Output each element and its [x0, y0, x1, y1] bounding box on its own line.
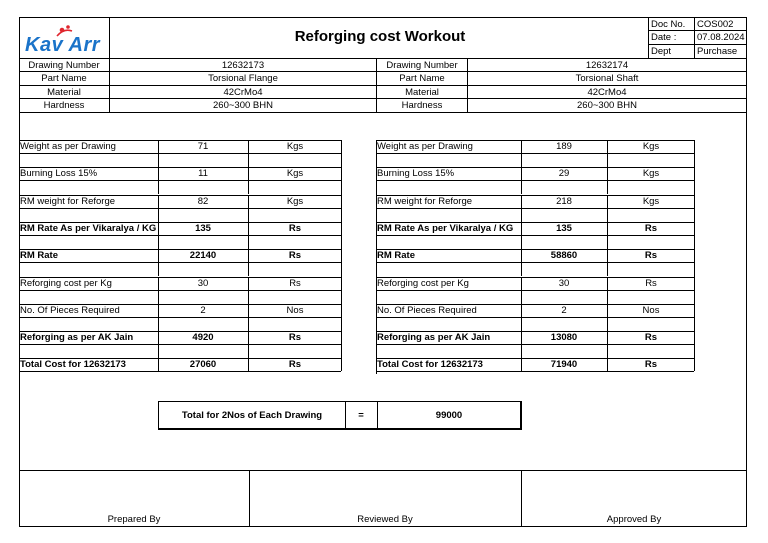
- approved-by-label: Approved By: [606, 514, 662, 525]
- left-gap-divider: [248, 180, 249, 194]
- left-gap-divider: [248, 153, 249, 167]
- right-gap-divider: [607, 317, 608, 331]
- summary-label: Total for 2Nos of Each Drawing: [181, 410, 323, 421]
- left-row-label: Total Cost for 12632173: [20, 359, 126, 370]
- reviewed-by-label: Reviewed By: [357, 514, 413, 525]
- right-col-divider: [521, 140, 522, 153]
- right-row-unit: Kgs: [642, 168, 660, 179]
- right-row-label: RM weight for Reforge: [377, 196, 473, 207]
- material-label: Material: [47, 87, 81, 98]
- left-col-divider: [248, 195, 249, 208]
- drawing-number-label: Drawing Number: [28, 60, 100, 71]
- left-col-divider: [248, 140, 249, 153]
- right-col-divider: [521, 331, 522, 344]
- left-gap-divider: [158, 235, 159, 249]
- left-col-divider: [158, 249, 159, 262]
- hardness-label-right: Hardness: [401, 100, 443, 111]
- left-row-bottom-line: [19, 344, 341, 345]
- left-row-value: 27060: [189, 359, 217, 370]
- right-col-divider: [521, 222, 522, 235]
- right-row-label: Reforging as per AK Jain: [377, 332, 491, 343]
- right-col-divider: [607, 140, 608, 153]
- hardness-right: 260~300 BHN: [577, 100, 637, 111]
- right-gap-divider: [521, 262, 522, 276]
- left-row-value: 135: [195, 223, 211, 234]
- left-gap-divider: [158, 180, 159, 194]
- right-col-divider: [521, 249, 522, 262]
- right-col-divider: [607, 249, 608, 262]
- left-row-unit: Rs: [288, 332, 302, 343]
- right-gap-divider: [521, 344, 522, 358]
- summary-total: 99000: [435, 410, 463, 421]
- left-gap-divider: [158, 344, 159, 358]
- part-name-label: Part Name: [41, 73, 87, 84]
- left-row-bottom-line: [19, 290, 341, 291]
- right-row-unit: Kgs: [642, 196, 660, 207]
- right-row-unit: Rs: [644, 332, 658, 343]
- left-gap-divider: [248, 344, 249, 358]
- left-row-unit: Kgs: [286, 196, 304, 207]
- right-row-label: Total Cost for 12632173: [377, 359, 483, 370]
- right-row-bottom-line: [376, 235, 694, 236]
- right-gap-divider: [521, 180, 522, 194]
- left-row-label: Weight as per Drawing: [20, 141, 116, 152]
- left-row-bottom-line: [19, 153, 341, 154]
- right-col-divider: [521, 304, 522, 317]
- right-row-bottom-line: [376, 153, 694, 154]
- left-col-divider: [158, 140, 159, 153]
- dept-label: Dept: [651, 46, 672, 57]
- left-row-bottom-line: [19, 371, 341, 372]
- part-name-right: Torsional Shaft: [575, 73, 639, 84]
- right-row-bottom-line: [376, 208, 694, 209]
- right-col-divider: [607, 358, 608, 371]
- logo-text: Kav Arr: [25, 34, 101, 56]
- left-row-label: Reforging as per AK Jain: [20, 332, 134, 343]
- left-col-divider: [248, 277, 249, 290]
- right-row-bottom-line: [376, 344, 694, 345]
- doc-no-value: COS002: [697, 19, 734, 30]
- summary-box: [158, 401, 522, 430]
- left-row-value: 4920: [192, 332, 214, 343]
- hardness-left: 260~300 BHN: [213, 100, 273, 111]
- left-col-divider: [158, 195, 159, 208]
- right-col-divider: [607, 167, 608, 180]
- left-gap-divider: [158, 153, 159, 167]
- left-row-label: No. Of Pieces Required: [20, 305, 120, 316]
- right-row-value: 71940: [550, 359, 578, 370]
- left-row-unit: Kgs: [286, 168, 304, 179]
- left-row-bottom-line: [19, 262, 341, 263]
- left-row-value: 30: [197, 278, 209, 289]
- right-gap-divider: [521, 208, 522, 222]
- left-row-value: 11: [198, 168, 208, 179]
- right-row-value: 218: [556, 196, 572, 207]
- drawing-number-label-right: Drawing Number: [386, 60, 458, 71]
- right-row-label: Weight as per Drawing: [377, 141, 473, 152]
- right-col-divider: [607, 277, 608, 290]
- right-row-value: 135: [556, 223, 572, 234]
- company-logo: [24, 22, 108, 56]
- right-row-bottom-line: [376, 371, 694, 372]
- drawing-number-right: 12632174: [585, 60, 629, 71]
- left-col-divider: [158, 304, 159, 317]
- right-row-unit: Nos: [642, 305, 660, 316]
- left-row-bottom-line: [19, 180, 341, 181]
- left-col-divider: [248, 167, 249, 180]
- part-name-left: Torsional Flange: [208, 73, 278, 84]
- left-row-label: RM weight for Reforge: [20, 196, 116, 207]
- left-gap-divider: [248, 208, 249, 222]
- right-row-unit: Rs: [644, 223, 658, 234]
- material-label-right: Material: [405, 87, 439, 98]
- right-row-unit: Rs: [644, 359, 658, 370]
- left-row-unit: Rs: [288, 359, 302, 370]
- left-row-label: Burning Loss 15%: [20, 168, 98, 179]
- right-gap-divider: [521, 290, 522, 304]
- left-col-divider: [158, 358, 159, 371]
- right-gap-divider: [607, 235, 608, 249]
- right-gap-divider: [607, 208, 608, 222]
- left-row-bottom-line: [19, 208, 341, 209]
- date-label: Date :: [651, 32, 677, 43]
- left-row-unit: Rs: [288, 250, 302, 261]
- right-row-label: RM Rate: [377, 250, 416, 261]
- left-gap-divider: [158, 262, 159, 276]
- left-row-label: RM Rate: [20, 250, 59, 261]
- left-col-divider: [248, 331, 249, 344]
- left-gap-divider: [158, 208, 159, 222]
- left-col-divider: [248, 304, 249, 317]
- right-col-divider: [607, 304, 608, 317]
- right-gap-divider: [607, 290, 608, 304]
- right-row-label: RM Rate As per Vikaralya / KG: [377, 223, 514, 234]
- right-col-divider: [521, 167, 522, 180]
- left-row-label: RM Rate As per Vikaralya / KG: [20, 223, 157, 234]
- right-gap-divider: [521, 235, 522, 249]
- summary-operator: =: [358, 410, 364, 421]
- left-row-unit: Rs: [289, 278, 301, 289]
- hardness-label: Hardness: [43, 100, 85, 111]
- right-row-value: 189: [556, 141, 572, 152]
- dept-value: Purchase: [697, 46, 738, 57]
- right-row-bottom-line: [376, 262, 694, 263]
- left-row-value: 71: [197, 141, 209, 152]
- right-col-divider: [607, 222, 608, 235]
- left-gap-divider: [158, 317, 159, 331]
- material-left: 42CrMo4: [223, 87, 263, 98]
- left-col-divider: [248, 249, 249, 262]
- right-col-divider: [607, 331, 608, 344]
- left-col-divider: [158, 277, 159, 290]
- left-gap-divider: [248, 262, 249, 276]
- page-title: Reforging cost Workout: [294, 28, 466, 45]
- left-row-bottom-line: [19, 235, 341, 236]
- left-gap-divider: [248, 290, 249, 304]
- left-table-right-border: [341, 140, 342, 371]
- right-gap-divider: [607, 344, 608, 358]
- right-row-value: 58860: [550, 250, 578, 261]
- right-row-value: 2: [561, 305, 567, 316]
- left-col-divider: [158, 331, 159, 344]
- left-row-unit: Kgs: [286, 141, 304, 152]
- left-row-value: 22140: [189, 250, 217, 261]
- right-row-bottom-line: [376, 317, 694, 318]
- left-row-value: 82: [197, 196, 209, 207]
- drawing-number-left: 12632173: [221, 60, 265, 71]
- left-row-label: Reforging cost per Kg: [20, 278, 112, 289]
- right-col-divider: [521, 195, 522, 208]
- prepared-by-label: Prepared By: [107, 514, 161, 525]
- right-row-unit: Rs: [644, 250, 658, 261]
- right-row-label: Reforging cost per Kg: [377, 278, 469, 289]
- right-row-label: No. Of Pieces Required: [377, 305, 477, 316]
- left-row-value: 2: [200, 305, 206, 316]
- right-gap-divider: [607, 262, 608, 276]
- right-table-left-border: [376, 140, 377, 374]
- left-col-divider: [248, 358, 249, 371]
- right-col-divider: [521, 277, 522, 290]
- left-row-unit: Rs: [288, 223, 302, 234]
- part-name-label-right: Part Name: [399, 73, 445, 84]
- left-col-divider: [158, 222, 159, 235]
- date-value: 07.08.2024: [697, 32, 745, 43]
- right-row-bottom-line: [376, 290, 694, 291]
- right-gap-divider: [521, 153, 522, 167]
- left-row-unit: Nos: [286, 305, 304, 316]
- left-col-divider: [248, 222, 249, 235]
- right-row-unit: Kgs: [642, 141, 660, 152]
- left-gap-divider: [248, 317, 249, 331]
- right-gap-divider: [607, 153, 608, 167]
- left-row-bottom-line: [19, 317, 341, 318]
- right-row-unit: Rs: [645, 278, 657, 289]
- material-right: 42CrMo4: [587, 87, 627, 98]
- right-row-value: 30: [558, 278, 570, 289]
- right-gap-divider: [607, 180, 608, 194]
- doc-no-label: Doc No.: [651, 19, 686, 30]
- right-row-value: 13080: [550, 332, 578, 343]
- right-col-divider: [607, 195, 608, 208]
- right-row-label: Burning Loss 15%: [377, 168, 455, 179]
- right-row-value: 29: [558, 168, 570, 179]
- right-col-divider: [521, 358, 522, 371]
- left-col-divider: [158, 167, 159, 180]
- right-table-right-border: [694, 140, 695, 371]
- left-gap-divider: [248, 235, 249, 249]
- left-gap-divider: [158, 290, 159, 304]
- right-gap-divider: [521, 317, 522, 331]
- right-row-bottom-line: [376, 180, 694, 181]
